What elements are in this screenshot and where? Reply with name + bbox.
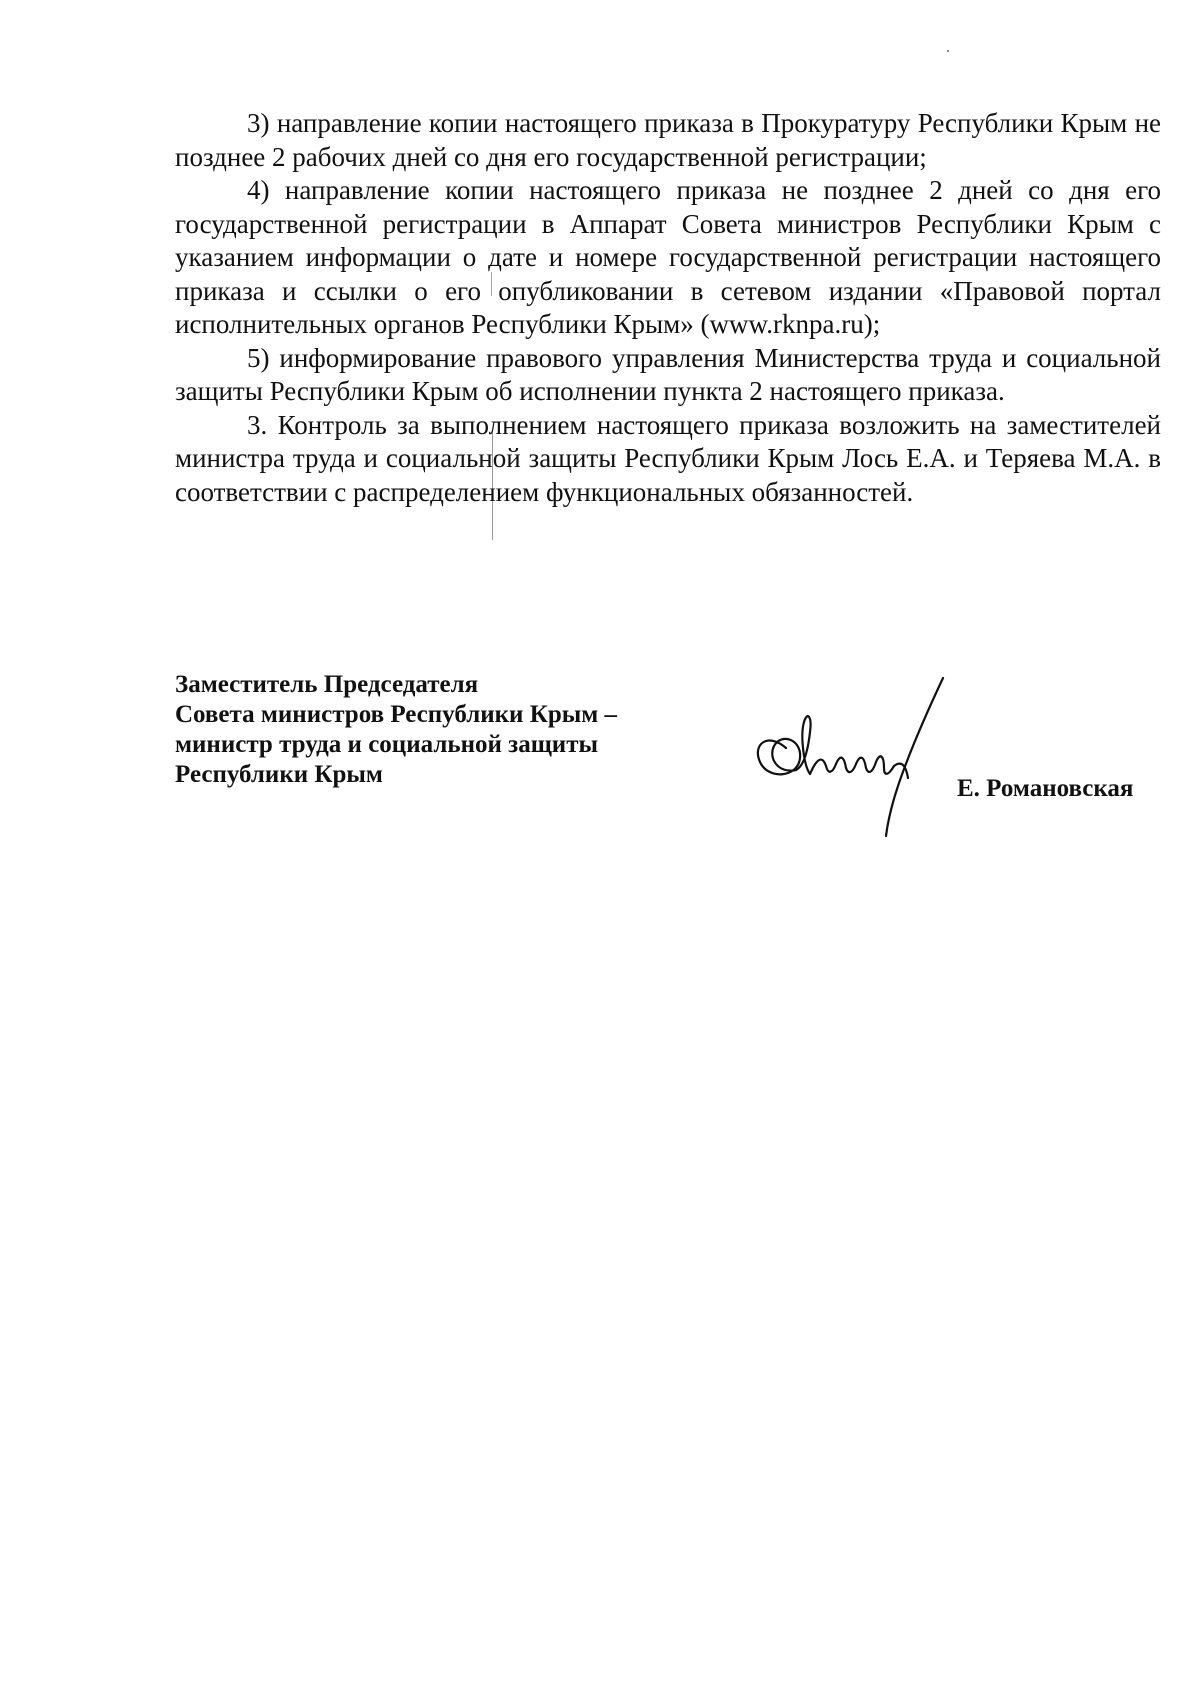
- paragraph-item-4: 4) направление копии настоящего приказа не позднее 2 дней со дня его государственной регистрации в Аппарат Совета министров Республики Крым с указанием информации о дате и номере государственной регистрации настоящего приказа и ссылки о его опубликовании в сетевом издании «Правовой портал исполнительных органов Республики Крым» (www.rknpa.ru);: [175, 175, 1161, 339]
- paragraph-clause-3: 3. Контроль за выполнением настоящего приказа возложить на заместителей министра труда и социальной защиты Республики Крым Лось Е.А. и Теряева М.А. в соответствии с распределением функциональных обязанностей.: [175, 409, 1161, 507]
- paragraph-item-5: 5) информирование правового управления Министерства труда и социальной защиты Республики Крым об исполнении пункта 2 настоящего приказа.: [175, 342, 1161, 406]
- signatory-title: [175, 670, 735, 790]
- document-body: [175, 107, 1161, 509]
- signatory-title-line: Заместитель Председателя: [175, 671, 479, 698]
- signatory-title-line: Совета министров Республики Крым –: [175, 701, 618, 728]
- signatory-title-line: Республики Крым: [175, 761, 383, 788]
- signatory-title-line: министр труда и социальной защиты: [175, 731, 598, 758]
- paragraph-item-3: 3) направление копии настоящего приказа в Прокуратуру Республики Крым не позднее 2 рабочих дней со дня его государственной регистрации;: [175, 108, 1161, 172]
- scan-speck: [947, 50, 949, 52]
- handwritten-signature: [738, 670, 978, 840]
- signer-name: Е. Романовская: [957, 775, 1134, 802]
